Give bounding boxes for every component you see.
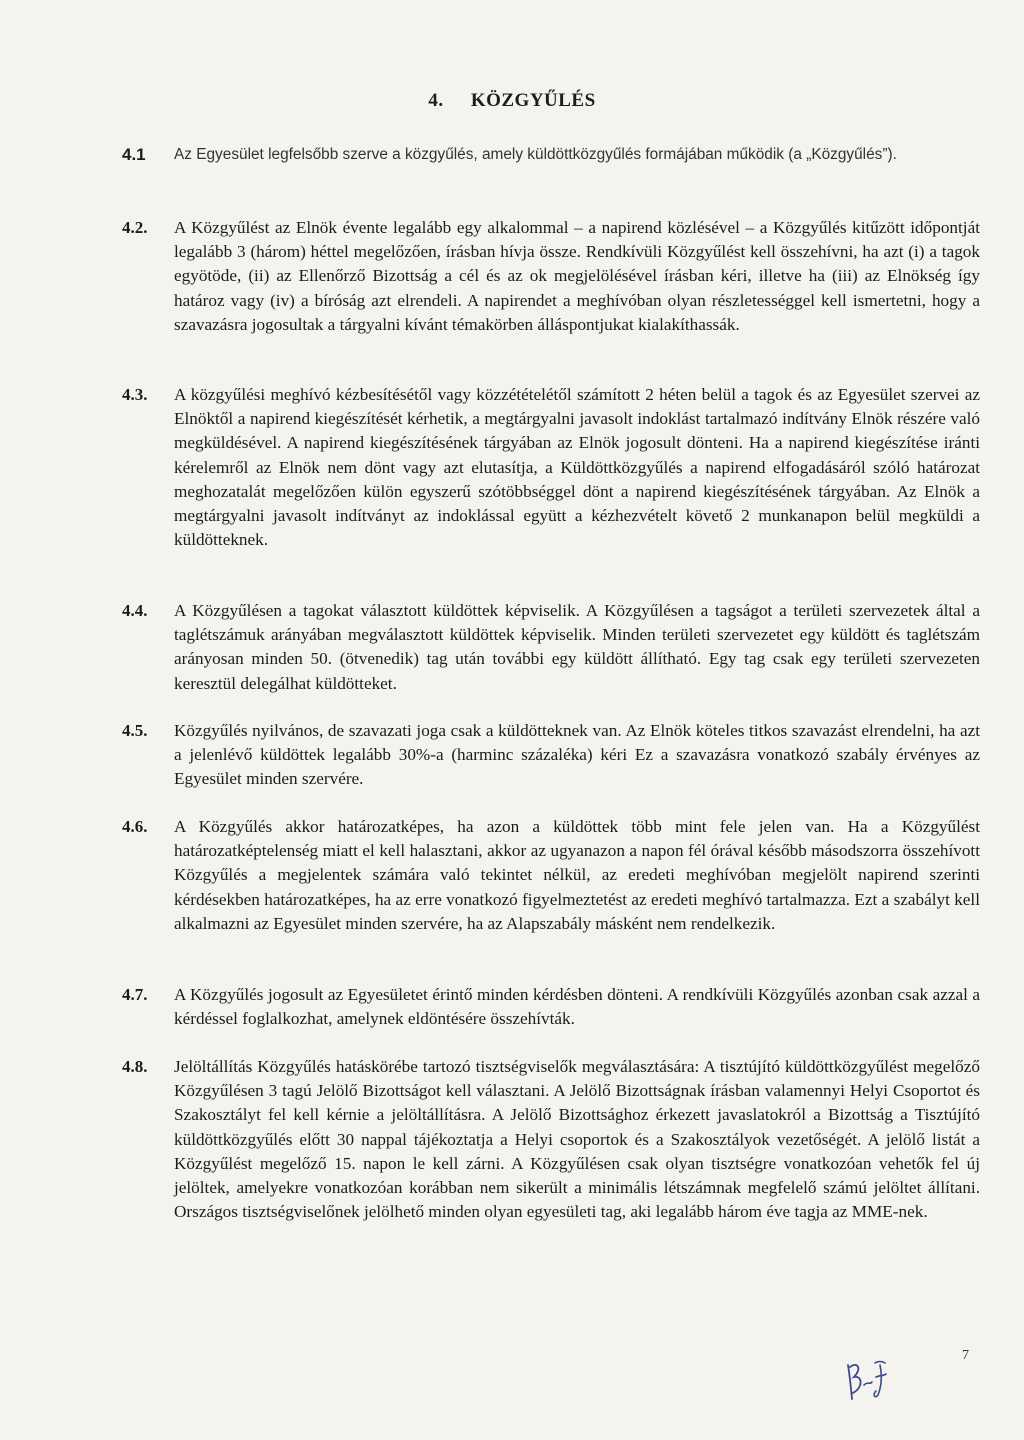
section-number: 4.1 <box>122 145 146 164</box>
section-text: A Közgyűlést az Elnök évente legalább egy alkalommal – a napirend közlésével – a Közgyűlés kitűzött időpontját legalább 3 (három) héttel megelőzően, írásban hívja össze. Rendkívüli Közgyűlést kell összehívni, ha azt (i) a tagok egyötöde, (ii) az Ellenőrző Bizottság a cél és az ok megjelölésével írásban kéri, illetve ha (iii) az Elnökség így határoz vagy (iv) a bíróság azt elrendeli. A napirendet a meghívóban olyan részletességgel kell ismertetni, hogy a szavazásra jogosultak a tárgyalni kívánt témakörben álláspontjukat kialakíthassák. <box>174 218 980 334</box>
section-text: Közgyűlés nyilvános, de szavazati joga csak a küldötteknek van. Az Elnök köteles titkos szavazást elrendelni, ha azt a jelenlévő küldöttek legalább 30%-a (harminc százaléka) kéri Ez a szavazásra vonatkozó szabály érvényes az Egyesület minden szervére. <box>174 721 980 789</box>
section-text: A Közgyűlés akkor határozatképes, ha azon a küldöttek több mint fele jelen van. Ha a Közgyűlést határozatképtelenség miatt el kell halasztani, akkor az ugyanazon a napon fél órával később másodszorra összehívott Közgyűlés a megjelentek számára való tekintet nélkül, az eredeti meghívóban megjelölt napirend szerinti kérdésekben határozatképes, ha az erre vonatkozó figyelmeztetést az eredeti meghívó tartalmazza. Ezt a szabályt kell alkalmazni az Egyesület minden szervére, ha az Alapszabály másként nem rendelkezik. <box>174 817 980 933</box>
section-number: 4.3. <box>122 385 148 404</box>
section-text: A Közgyűlés jogosult az Egyesületet érintő minden kérdésben dönteni. A rendkívüli Közgyűlés azonban csak azzal a kérdéssel foglalkozhat, amelynek eldöntésére összehívták. <box>174 985 980 1029</box>
page-number: 7 <box>962 1348 969 1363</box>
section-text: Az Egyesület legfelsőbb szerve a közgyűlés, amely küldöttközgyűlés formájában működik (a „Közgyűlés”). <box>174 146 897 163</box>
section-number: 4.8. <box>122 1057 148 1076</box>
section-text: A közgyűlési meghívó kézbesítésétől vagy közzétételétől számított 2 héten belül a tagok és az Egyesület szervei az Elnöktől a napirend kiegészítését kérhetik, a megtárgyalni javasolt indoklást tartalmazó indítvány Elnök részére való megküldésével. A napirend kiegészítésének tárgyában az Elnök jogosult dönteni. Ha a napirend kiegészítése iránti kérelemről az Elnök nem dönt vagy azt elutasítja, a Küldöttközgyűlés a napirend elfogadásáról szóló határozat meghozatalát megelőzően külön egyszerű szótöbbséggel dönt a napirend kiegészítésének tárgyában. Az Elnök a megtárgyalni javasolt indítványt az indoklással együtt a kézhezvételt követő 2 munkanapon belül megküldi a küldötteknek. <box>174 385 980 550</box>
chapter-title: KÖZGYŰLÉS <box>470 90 596 111</box>
section-text: A Közgyűlésen a tagokat választott küldöttek képviselik. A Közgyűlésen a tagságot a területi szervezetek által a taglétszámuk arányában megválasztott küldöttek képviselik. Minden területi szervezetet egy küldött és taglétszám arányosan minden 50. (ötvenedik) tag után további egy küldött állítható. Egy tag csak egy területi szervezeten keresztül delegálhat küldötteket. <box>174 601 980 693</box>
section-text: Jelöltállítás Közgyűlés hatáskörébe tartozó tisztségviselők megválasztására: A tisztújító küldöttközgyűlést megelőző Közgyűlésen 3 tagú Jelölő Bizottságot kell választani. A Jelölő Bizottságnak írásban valamennyi Helyi Csoportot és Szakosztályt fel kell kérnie a jelöltállításra. A Jelölő Bizottsághoz érkezett javaslatokról a Bizottság a Tisztújító küldöttközgyűlés előtt 30 nappal tájékoztatja a Helyi csoportok és a Szakosztályok vezetőségét. A jelölő listát a Közgyűlést megelőző 15. napon le kell zárni. A Közgyűlésen csak olyan tisztségre vonatkozóan vehetők fel új jelöltek, amelyekre vonatkozóan korábban nem sikerült a minimális létszámnak megfelelő számú jelöltet állítani. Országos tisztségviselőnek jelölhető minden olyan egyesületi tag, aki legalább három éve tagja az MME-nek. <box>174 1057 980 1222</box>
section-number: 4.7. <box>122 985 148 1004</box>
section-number: 4.6. <box>122 817 148 836</box>
section-number: 4.2. <box>122 218 148 237</box>
section-number: 4.4. <box>122 601 148 620</box>
chapter-heading <box>0 90 1024 112</box>
chapter-number: 4. <box>428 90 444 111</box>
signature-initials-icon <box>842 1355 892 1405</box>
section-number: 4.5. <box>122 721 148 740</box>
